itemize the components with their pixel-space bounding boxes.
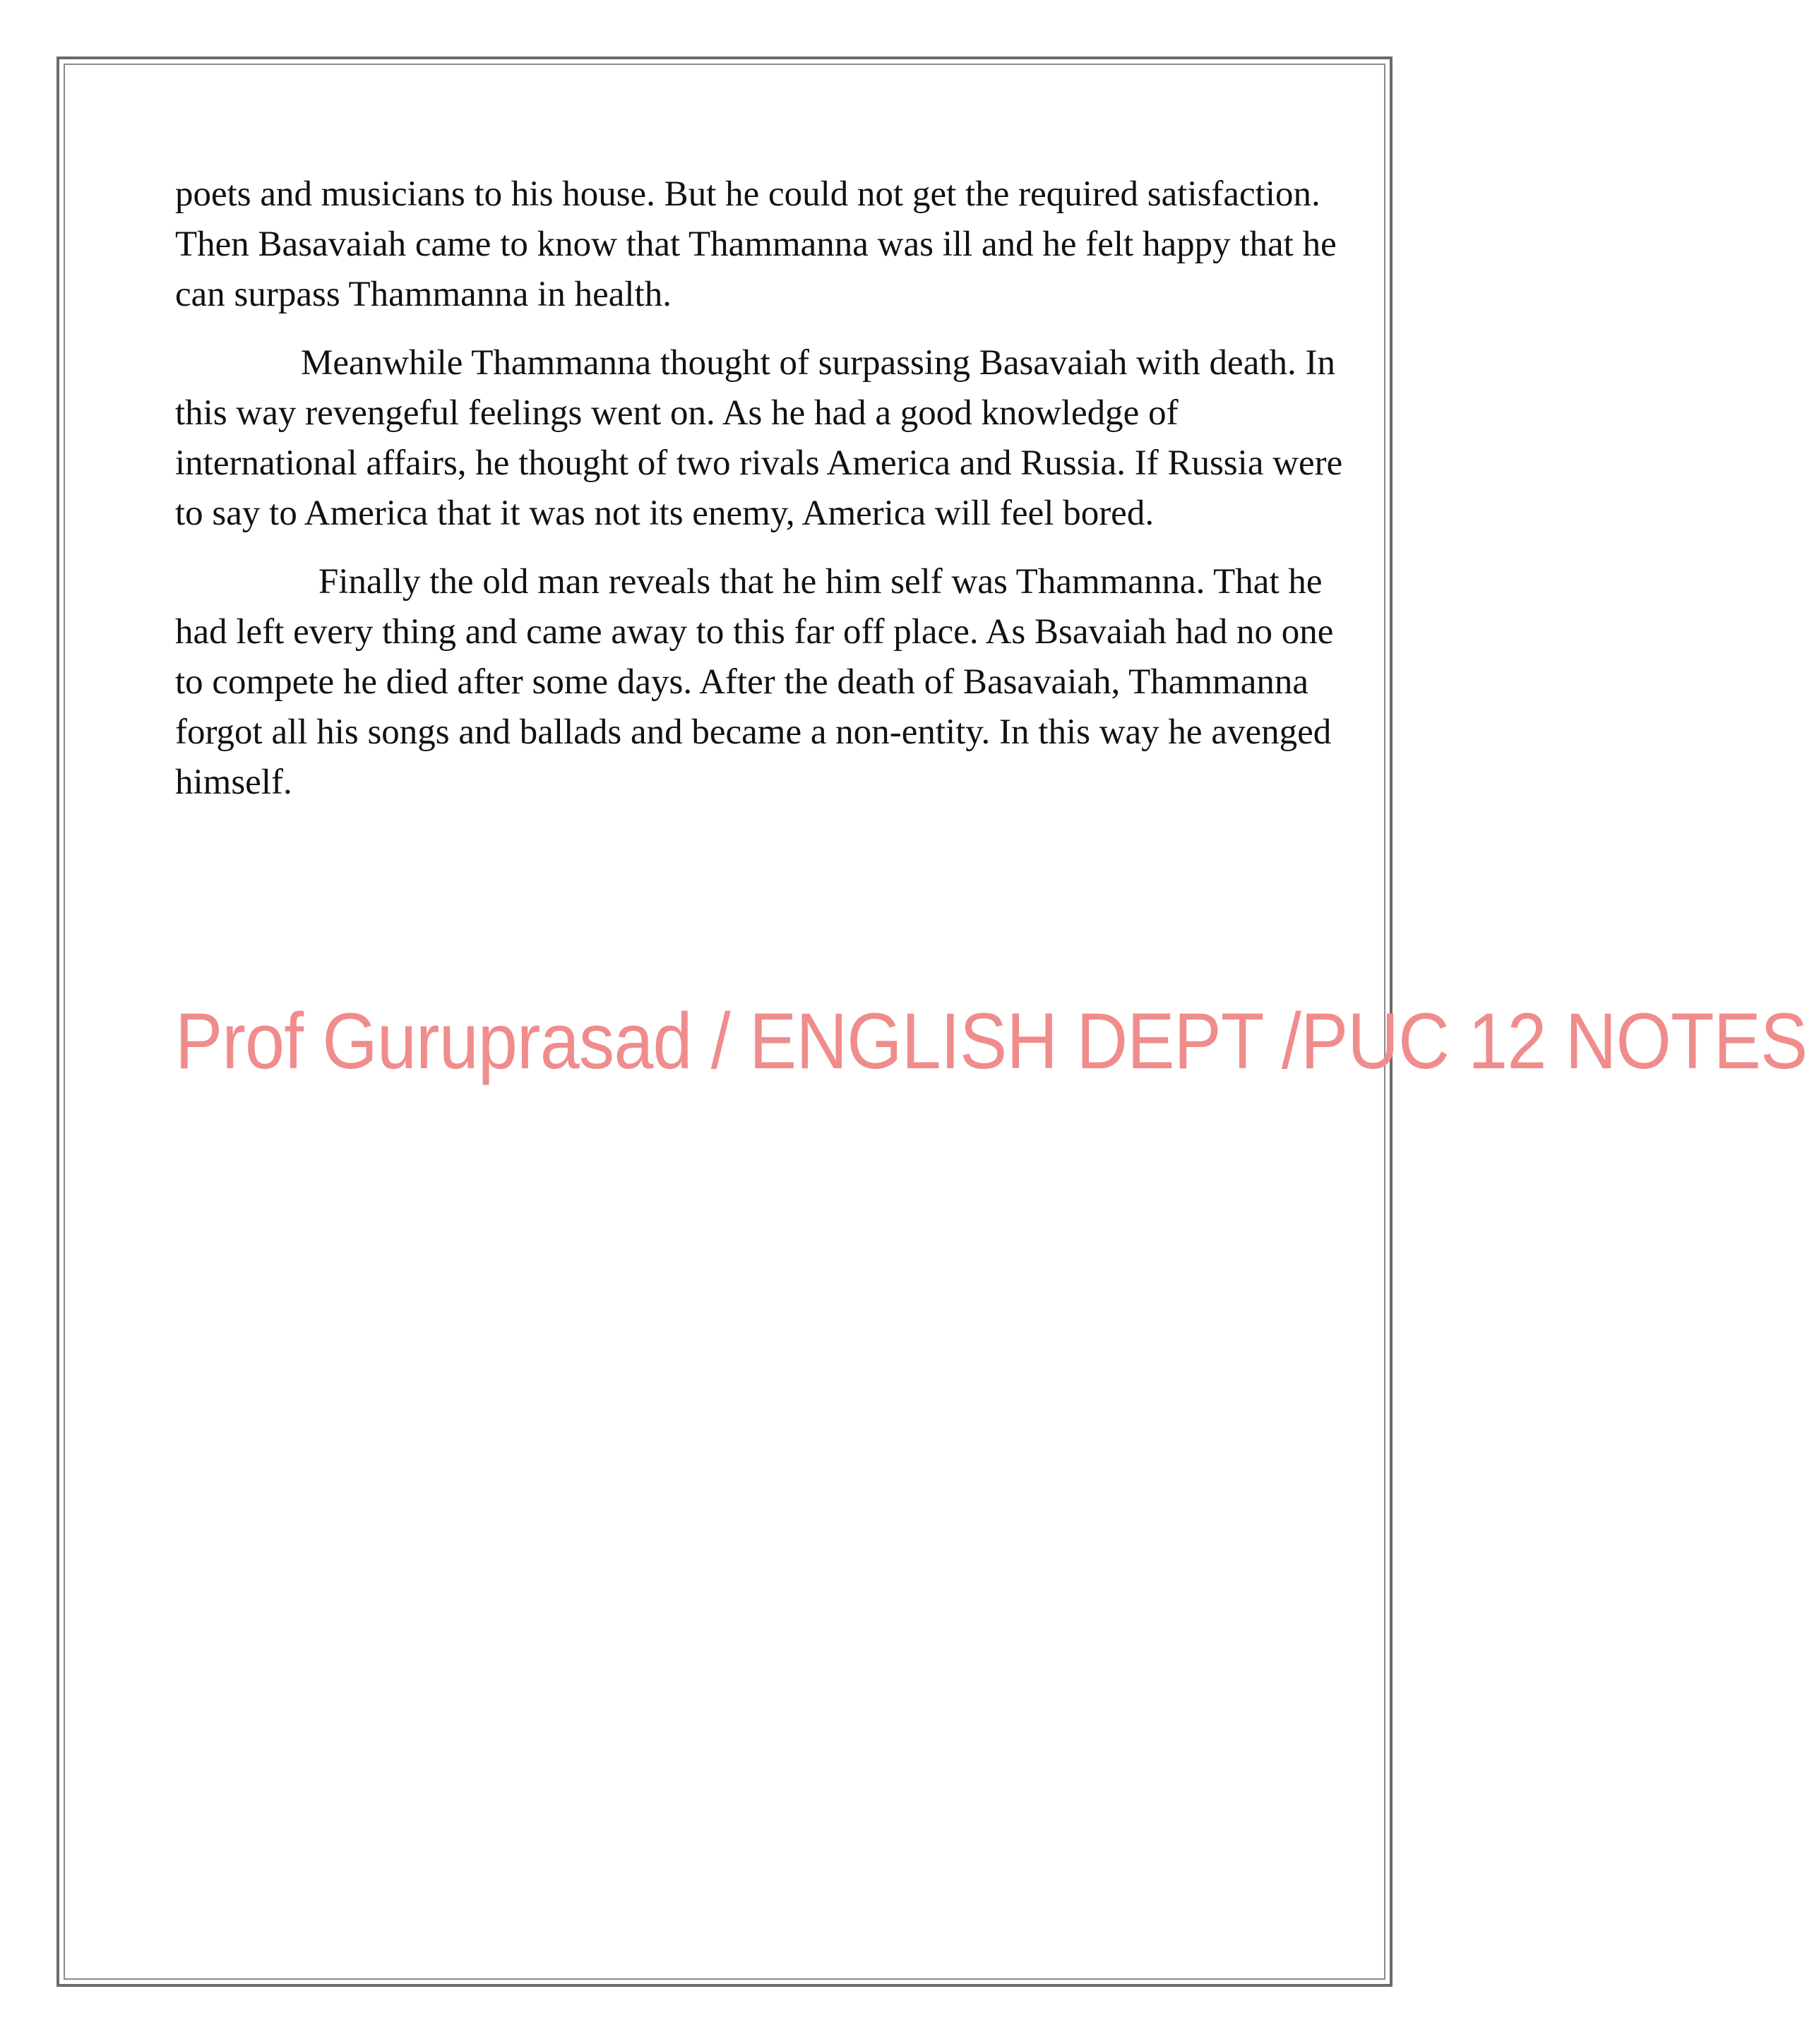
- document-body: [175, 169, 1368, 826]
- paragraph-2: Meanwhile Thammanna thought of surpassing Basavaiah with death. In this way revengeful feelings went on. As he had a good knowledge of international affairs, he thought of two rivals America and Russia. If Russia were to say to America that it was not its enemy, America will feel bored.: [175, 343, 1343, 533]
- author-watermark: Prof Guruprasad / ENGLISH DEPT /PUC 12 NOTES: [175, 997, 1807, 1085]
- paragraph-3: Finally the old man reveals that he him self was Thammanna. That he had left every thing and came away to this far off place. As Bsavaiah had no one to compete he died after some days. After the death of Basavaiah, Thammanna forgot all his songs and ballads and became a non-entity. In this way he avenged himself.: [175, 562, 1334, 802]
- paragraph-1: poets and musicians to his house. But he could not get the required satisfaction. Then Basavaiah came to know that Thammanna was ill and he felt happy that he can surpass Thammanna in health.: [175, 174, 1337, 314]
